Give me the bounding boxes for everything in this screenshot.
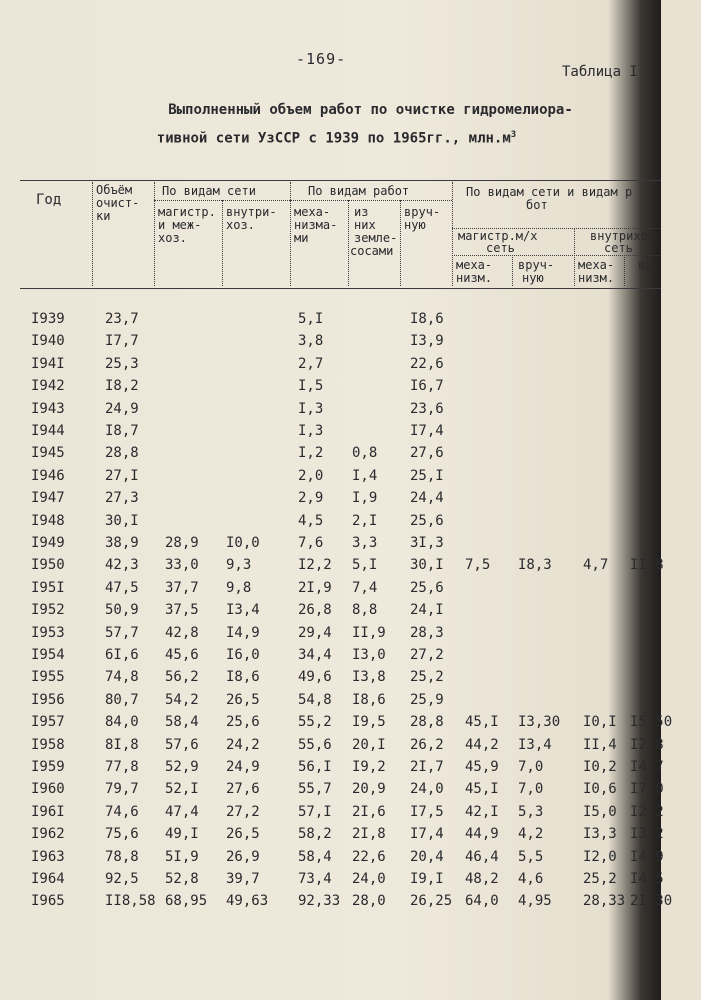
mechanized-cell: 5,I bbox=[298, 311, 324, 327]
table-row bbox=[0, 647, 661, 669]
dredger-cell: 2I,6 bbox=[352, 803, 386, 820]
header-dred-line: земле- bbox=[354, 231, 398, 245]
dredger-cell: 20,9 bbox=[352, 781, 386, 798]
internal-manual-cell: I5,50 bbox=[630, 714, 673, 731]
manual-cell: 24,I bbox=[410, 602, 444, 619]
header-divider bbox=[154, 182, 155, 286]
main-network-cell: 52,8 bbox=[165, 871, 199, 887]
mechanized-cell: 58,2 bbox=[298, 826, 332, 843]
dredger-cell: 22,6 bbox=[352, 848, 386, 865]
internal-network-cell: 26,5 bbox=[226, 826, 260, 843]
main-mech-cell: 45,I bbox=[465, 781, 499, 798]
mechanized-cell: 56,I bbox=[298, 759, 332, 775]
internal-network-cell: 27,2 bbox=[226, 803, 260, 820]
year-cell: I94I bbox=[31, 355, 65, 372]
main-mech-cell: 48,2 bbox=[465, 871, 499, 887]
main-network-cell: 52,I bbox=[165, 781, 199, 798]
manual-cell: 25,9 bbox=[410, 691, 444, 708]
header-dred-line: сосами bbox=[350, 244, 394, 258]
mechanized-cell: I,5 bbox=[298, 378, 324, 395]
main-manual-cell: 5,5 bbox=[518, 848, 544, 865]
total-cell: 77,8 bbox=[105, 759, 139, 775]
year-cell: I952 bbox=[31, 602, 65, 619]
mechanized-cell: 2I,9 bbox=[298, 579, 332, 596]
main-manual-cell: 4,2 bbox=[518, 826, 544, 843]
internal-manual-cell: II,8 bbox=[630, 557, 664, 574]
total-cell: 79,7 bbox=[105, 781, 139, 798]
dredger-cell: II,9 bbox=[352, 624, 386, 641]
main-network-cell: 42,8 bbox=[165, 624, 199, 641]
total-cell: 57,7 bbox=[105, 624, 139, 641]
main-manual-cell: I3,30 bbox=[518, 714, 561, 731]
main-mech-cell: 64,0 bbox=[465, 893, 499, 910]
header-mag-net-line: сеть bbox=[486, 241, 515, 255]
dredger-cell: 24,0 bbox=[352, 871, 386, 887]
table-row bbox=[0, 714, 673, 736]
main-mech-cell: 42,I bbox=[465, 803, 499, 820]
header-subrule bbox=[154, 200, 290, 201]
manual-cell: I9,I bbox=[410, 871, 444, 887]
manual-cell: 27,2 bbox=[410, 647, 444, 663]
manual-cell: 28,3 bbox=[410, 624, 444, 641]
title-unit-superscript: 3 bbox=[510, 130, 517, 140]
internal-mech-cell: I0,6 bbox=[583, 781, 617, 798]
internal-mech-cell: I0,I bbox=[583, 714, 617, 731]
main-network-cell: 33,0 bbox=[165, 557, 199, 574]
mechanized-cell: 4,5 bbox=[298, 512, 324, 529]
main-manual-cell: I3,4 bbox=[518, 736, 552, 753]
manual-cell: I6,7 bbox=[410, 378, 444, 395]
year-cell: I955 bbox=[31, 669, 65, 686]
mechanized-cell: I,3 bbox=[298, 400, 324, 417]
year-cell: I960 bbox=[31, 781, 65, 798]
dredger-cell: 20,I bbox=[352, 736, 386, 753]
year-cell: I945 bbox=[31, 445, 65, 462]
internal-network-cell: 26,5 bbox=[226, 691, 260, 708]
manual-cell: 26,2 bbox=[410, 736, 444, 753]
dredger-cell: 5,I bbox=[352, 557, 378, 574]
total-cell: 74,8 bbox=[105, 669, 139, 686]
dredger-cell: I,9 bbox=[352, 490, 378, 507]
main-network-cell: 57,6 bbox=[165, 736, 199, 753]
internal-mech-cell: 4,7 bbox=[583, 557, 609, 574]
main-network-cell: 45,6 bbox=[165, 647, 199, 663]
header-divider bbox=[290, 182, 291, 286]
mechanized-cell: 2,0 bbox=[298, 467, 324, 484]
header-total-line: ки bbox=[96, 209, 111, 223]
internal-network-cell: 24,2 bbox=[226, 736, 260, 753]
internal-manual-cell: I4,5 bbox=[630, 871, 664, 887]
internal-mech-cell: I3,3 bbox=[583, 826, 617, 843]
manual-cell: 2I,7 bbox=[410, 759, 444, 775]
header-sub-mech-line: меха- bbox=[456, 258, 493, 272]
year-cell: I963 bbox=[31, 848, 65, 865]
table-row bbox=[0, 333, 661, 355]
year-cell: I939 bbox=[31, 311, 65, 327]
main-manual-cell: 4,6 bbox=[518, 871, 544, 887]
manual-cell: I7,4 bbox=[410, 423, 444, 439]
dredger-cell: 0,8 bbox=[352, 445, 378, 462]
total-cell: 47,5 bbox=[105, 579, 139, 596]
manual-cell: 3I,3 bbox=[410, 535, 444, 551]
table-row bbox=[0, 893, 673, 915]
mechanized-cell: 55,7 bbox=[298, 781, 332, 798]
header-mech-line: ми bbox=[294, 231, 309, 245]
total-cell: 84,0 bbox=[105, 714, 139, 731]
header-divider bbox=[222, 200, 223, 286]
table-row bbox=[0, 826, 664, 848]
table-row bbox=[0, 535, 661, 557]
dredger-cell: I3,0 bbox=[352, 647, 386, 663]
mechanized-cell: 57,I bbox=[298, 803, 332, 820]
year-cell: I942 bbox=[31, 378, 65, 395]
header-sub-man-line: ную bbox=[522, 271, 544, 285]
table-row bbox=[0, 736, 664, 759]
table-row bbox=[0, 311, 661, 333]
total-cell: I8,2 bbox=[105, 378, 139, 395]
main-network-cell: 47,4 bbox=[165, 803, 199, 820]
internal-manual-cell: I3,2 bbox=[630, 826, 664, 843]
main-mech-cell: 45,9 bbox=[465, 759, 499, 775]
header-dred-line: них bbox=[354, 218, 376, 232]
table-row bbox=[0, 871, 664, 893]
main-network-cell: 49,I bbox=[165, 826, 199, 843]
header-subrule bbox=[452, 255, 661, 256]
header-sub-mech2-line: низм. bbox=[578, 271, 615, 285]
table-row bbox=[0, 356, 661, 378]
dredger-cell: I,4 bbox=[352, 467, 378, 484]
manual-cell: 24,4 bbox=[410, 490, 444, 507]
header-bottom-rule bbox=[20, 288, 661, 289]
header-divider bbox=[574, 228, 575, 286]
total-cell: 92,5 bbox=[105, 871, 139, 887]
internal-network-cell: I6,0 bbox=[226, 647, 260, 663]
header-int-net-line: сеть bbox=[604, 241, 633, 255]
year-cell: I958 bbox=[31, 736, 65, 753]
manual-cell: 30,I bbox=[410, 557, 444, 574]
total-cell: 28,8 bbox=[105, 445, 139, 462]
header-man-line: ную bbox=[404, 218, 426, 232]
table-row bbox=[0, 378, 661, 400]
main-mech-cell: 7,5 bbox=[465, 557, 491, 574]
total-cell: II8,58 bbox=[105, 893, 156, 910]
header-by-work: По видам работ bbox=[308, 184, 410, 198]
dredger-cell: 2I,8 bbox=[352, 826, 386, 843]
table-row bbox=[0, 423, 661, 445]
main-manual-cell: I8,3 bbox=[518, 557, 552, 574]
table-row bbox=[0, 625, 661, 647]
internal-network-cell: 39,7 bbox=[226, 871, 260, 887]
manual-cell: 25,I bbox=[410, 467, 444, 484]
header-sub-mech2-line: меха- bbox=[578, 258, 615, 272]
total-cell: 78,8 bbox=[105, 848, 139, 865]
dredger-cell: I8,6 bbox=[352, 691, 386, 708]
header-top-rule bbox=[20, 180, 661, 181]
header-by-both-line: По видам сети и видам р bbox=[466, 185, 633, 199]
mechanized-cell: 26,8 bbox=[298, 602, 332, 619]
main-network-cell: 37,5 bbox=[165, 602, 199, 619]
year-cell: I950 bbox=[31, 557, 65, 574]
title-line-2-text: тивной сети УзССР с 1939 по 1965гг., млн.м bbox=[156, 130, 511, 147]
dredger-cell: 28,0 bbox=[352, 893, 386, 910]
internal-manual-cell: I4,7 bbox=[630, 759, 664, 775]
header-sub-man-line: вруч- bbox=[518, 258, 555, 272]
total-cell: 24,9 bbox=[105, 400, 139, 417]
internal-mech-cell: II,4 bbox=[583, 736, 617, 753]
mechanized-cell: 7,6 bbox=[298, 535, 324, 551]
header-total-line: очист- bbox=[96, 196, 140, 210]
header-total-line: Объём bbox=[96, 183, 133, 197]
manual-cell: I7,4 bbox=[410, 826, 444, 843]
main-network-cell: 56,2 bbox=[165, 669, 199, 686]
total-cell: 25,3 bbox=[105, 355, 139, 372]
mechanized-cell: 49,6 bbox=[298, 669, 332, 686]
header-int-line: внутри- bbox=[226, 205, 277, 219]
year-cell: I948 bbox=[31, 512, 65, 529]
table-row bbox=[0, 602, 661, 624]
internal-network-cell: I3,4 bbox=[226, 602, 260, 619]
header-mag-line: магистр. bbox=[158, 205, 216, 219]
internal-network-cell: 9,3 bbox=[226, 557, 252, 574]
page-number: -169- bbox=[296, 50, 347, 68]
year-cell: I943 bbox=[31, 400, 65, 417]
manual-cell: I7,5 bbox=[410, 803, 444, 820]
table-row bbox=[0, 580, 661, 602]
mechanized-cell: 73,4 bbox=[298, 871, 332, 887]
main-mech-cell: 44,2 bbox=[465, 736, 499, 753]
total-cell: 27,3 bbox=[105, 490, 139, 507]
table-row bbox=[0, 445, 661, 467]
internal-manual-cell: I2,8 bbox=[630, 736, 664, 753]
table-title-line-2 bbox=[6, 130, 667, 147]
manual-cell: 20,4 bbox=[410, 848, 444, 865]
manual-cell: I8,6 bbox=[410, 311, 444, 327]
header-by-network: По видам сети bbox=[162, 184, 256, 198]
manual-cell: 25,6 bbox=[410, 579, 444, 596]
header-mag-net-line: магистр.м/х bbox=[458, 229, 538, 243]
table-row bbox=[0, 692, 661, 714]
internal-manual-cell: I4,9 bbox=[630, 848, 664, 865]
total-cell: 30,I bbox=[105, 512, 139, 529]
main-manual-cell: 7,0 bbox=[518, 759, 544, 775]
table-row bbox=[0, 803, 664, 826]
dredger-cell: I9,5 bbox=[352, 714, 386, 731]
main-mech-cell: 45,I bbox=[465, 714, 499, 731]
total-cell: 23,7 bbox=[105, 311, 139, 327]
main-mech-cell: 46,4 bbox=[465, 848, 499, 865]
year-cell: I947 bbox=[31, 490, 65, 507]
internal-manual-cell: 2I,30 bbox=[630, 893, 673, 910]
year-cell: I959 bbox=[31, 759, 65, 775]
table-row bbox=[0, 490, 661, 512]
main-network-cell: 58,4 bbox=[165, 714, 199, 731]
mechanized-cell: 2,9 bbox=[298, 490, 324, 507]
main-network-cell: 52,9 bbox=[165, 759, 199, 775]
total-cell: 74,6 bbox=[105, 803, 139, 820]
header-man-line: вруч- bbox=[404, 205, 441, 219]
header-mag-line: хоз. bbox=[158, 231, 187, 245]
year-cell: I949 bbox=[31, 535, 65, 551]
table-label: Таблица I bbox=[562, 64, 638, 80]
mechanized-cell: 55,6 bbox=[298, 736, 332, 753]
internal-network-cell: 25,6 bbox=[226, 714, 260, 731]
header-dred-line: из bbox=[354, 205, 369, 219]
internal-network-cell: 27,6 bbox=[226, 781, 260, 798]
internal-mech-cell: I0,2 bbox=[583, 759, 617, 775]
total-cell: 38,9 bbox=[105, 535, 139, 551]
year-cell: I95I bbox=[31, 579, 65, 596]
header-mech-line: меха- bbox=[294, 205, 331, 219]
table-row bbox=[0, 401, 661, 423]
internal-mech-cell: 28,33 bbox=[583, 893, 626, 910]
header-divider bbox=[92, 182, 93, 286]
internal-network-cell: 26,9 bbox=[226, 848, 260, 865]
manual-cell: 24,0 bbox=[410, 781, 444, 798]
mechanized-cell: 3,8 bbox=[298, 333, 324, 350]
internal-network-cell: 49,63 bbox=[226, 893, 269, 910]
header-int-net-line: внутрихоз bbox=[590, 229, 656, 243]
year-cell: I956 bbox=[31, 691, 65, 708]
dredger-cell: 3,3 bbox=[352, 535, 378, 551]
header-divider bbox=[452, 182, 453, 286]
manual-cell: 26,25 bbox=[410, 893, 453, 910]
header-divider bbox=[512, 255, 513, 286]
mechanized-cell: 55,2 bbox=[298, 714, 332, 731]
year-cell: I954 bbox=[31, 647, 65, 663]
year-cell: I953 bbox=[31, 624, 65, 641]
total-cell: I7,7 bbox=[105, 333, 139, 350]
main-network-cell: 54,2 bbox=[165, 691, 199, 708]
mechanized-cell: 29,4 bbox=[298, 624, 332, 641]
main-mech-cell: 44,9 bbox=[465, 826, 499, 843]
year-cell: I946 bbox=[31, 467, 65, 484]
mechanized-cell: 2,7 bbox=[298, 355, 324, 372]
internal-mech-cell: I2,0 bbox=[583, 848, 617, 865]
dredger-cell: I3,8 bbox=[352, 669, 386, 686]
year-cell: I962 bbox=[31, 826, 65, 843]
mechanized-cell: 58,4 bbox=[298, 848, 332, 865]
manual-cell: 28,8 bbox=[410, 714, 444, 731]
dredger-cell: 8,8 bbox=[352, 602, 378, 619]
main-network-cell: 5I,9 bbox=[165, 848, 199, 865]
total-cell: I8,7 bbox=[105, 423, 139, 439]
total-cell: 6I,6 bbox=[105, 647, 139, 663]
main-network-cell: 28,9 bbox=[165, 535, 199, 551]
table-row bbox=[0, 848, 664, 871]
total-cell: 42,3 bbox=[105, 557, 139, 574]
internal-mech-cell: 25,2 bbox=[583, 871, 617, 887]
year-cell: I96I bbox=[31, 803, 65, 820]
dredger-cell: 7,4 bbox=[352, 579, 378, 596]
internal-manual-cell: I7,0 bbox=[630, 781, 664, 798]
mechanized-cell: 34,4 bbox=[298, 647, 332, 663]
year-cell: I957 bbox=[31, 714, 65, 731]
header-divider bbox=[624, 255, 625, 286]
mechanized-cell: 54,8 bbox=[298, 691, 332, 708]
header-mag-line: и меж- bbox=[158, 218, 202, 232]
manual-cell: 22,6 bbox=[410, 355, 444, 372]
header-divider bbox=[348, 200, 349, 286]
header-subrule bbox=[290, 200, 452, 201]
header-divider bbox=[400, 200, 401, 286]
header-int-line: хоз. bbox=[226, 218, 255, 232]
manual-cell: I3,9 bbox=[410, 333, 444, 350]
main-network-cell: 37,7 bbox=[165, 579, 199, 596]
header-mech-line: низма- bbox=[294, 218, 338, 232]
mechanized-cell: I,2 bbox=[298, 445, 324, 462]
manual-cell: 25,6 bbox=[410, 512, 444, 529]
manual-cell: 23,6 bbox=[410, 400, 444, 417]
year-cell: I965 bbox=[31, 893, 65, 910]
table-title-line-1: Выполненный объем работ по очистке гидромелиора- bbox=[168, 102, 573, 118]
table-row bbox=[0, 759, 664, 781]
internal-mech-cell: I5,0 bbox=[583, 803, 617, 820]
year-cell: I944 bbox=[31, 423, 65, 439]
year-cell: I964 bbox=[31, 871, 65, 887]
manual-cell: 27,6 bbox=[410, 445, 444, 462]
internal-manual-cell: I2,2 bbox=[630, 803, 664, 820]
total-cell: 8I,8 bbox=[105, 736, 139, 753]
main-network-cell: 68,95 bbox=[165, 893, 208, 910]
dredger-cell: I9,2 bbox=[352, 759, 386, 775]
internal-network-cell: 24,9 bbox=[226, 759, 260, 775]
table-row bbox=[0, 513, 661, 535]
table-row bbox=[0, 468, 661, 490]
header-sub-man2-line: вр bbox=[638, 258, 653, 272]
total-cell: 50,9 bbox=[105, 602, 139, 619]
table-row bbox=[0, 781, 664, 803]
internal-network-cell: I8,6 bbox=[226, 669, 260, 686]
internal-network-cell: I4,9 bbox=[226, 624, 260, 641]
internal-network-cell: I0,0 bbox=[226, 535, 260, 551]
header-year: Год bbox=[36, 192, 62, 208]
main-manual-cell: 5,3 bbox=[518, 803, 544, 820]
table-row bbox=[0, 669, 661, 691]
mechanized-cell: I2,2 bbox=[298, 557, 332, 574]
year-cell: I940 bbox=[31, 333, 65, 350]
main-manual-cell: 4,95 bbox=[518, 893, 552, 910]
header-sub-mech-line: низм. bbox=[456, 271, 493, 285]
table-row bbox=[0, 557, 664, 579]
header-by-both-line: бот bbox=[526, 198, 548, 212]
main-manual-cell: 7,0 bbox=[518, 781, 544, 798]
total-cell: 75,6 bbox=[105, 826, 139, 843]
internal-network-cell: 9,8 bbox=[226, 579, 252, 596]
dredger-cell: 2,I bbox=[352, 512, 378, 529]
total-cell: 80,7 bbox=[105, 691, 139, 708]
mechanized-cell: 92,33 bbox=[298, 893, 341, 910]
total-cell: 27,I bbox=[105, 467, 139, 484]
manual-cell: 25,2 bbox=[410, 669, 444, 686]
mechanized-cell: I,3 bbox=[298, 423, 324, 439]
